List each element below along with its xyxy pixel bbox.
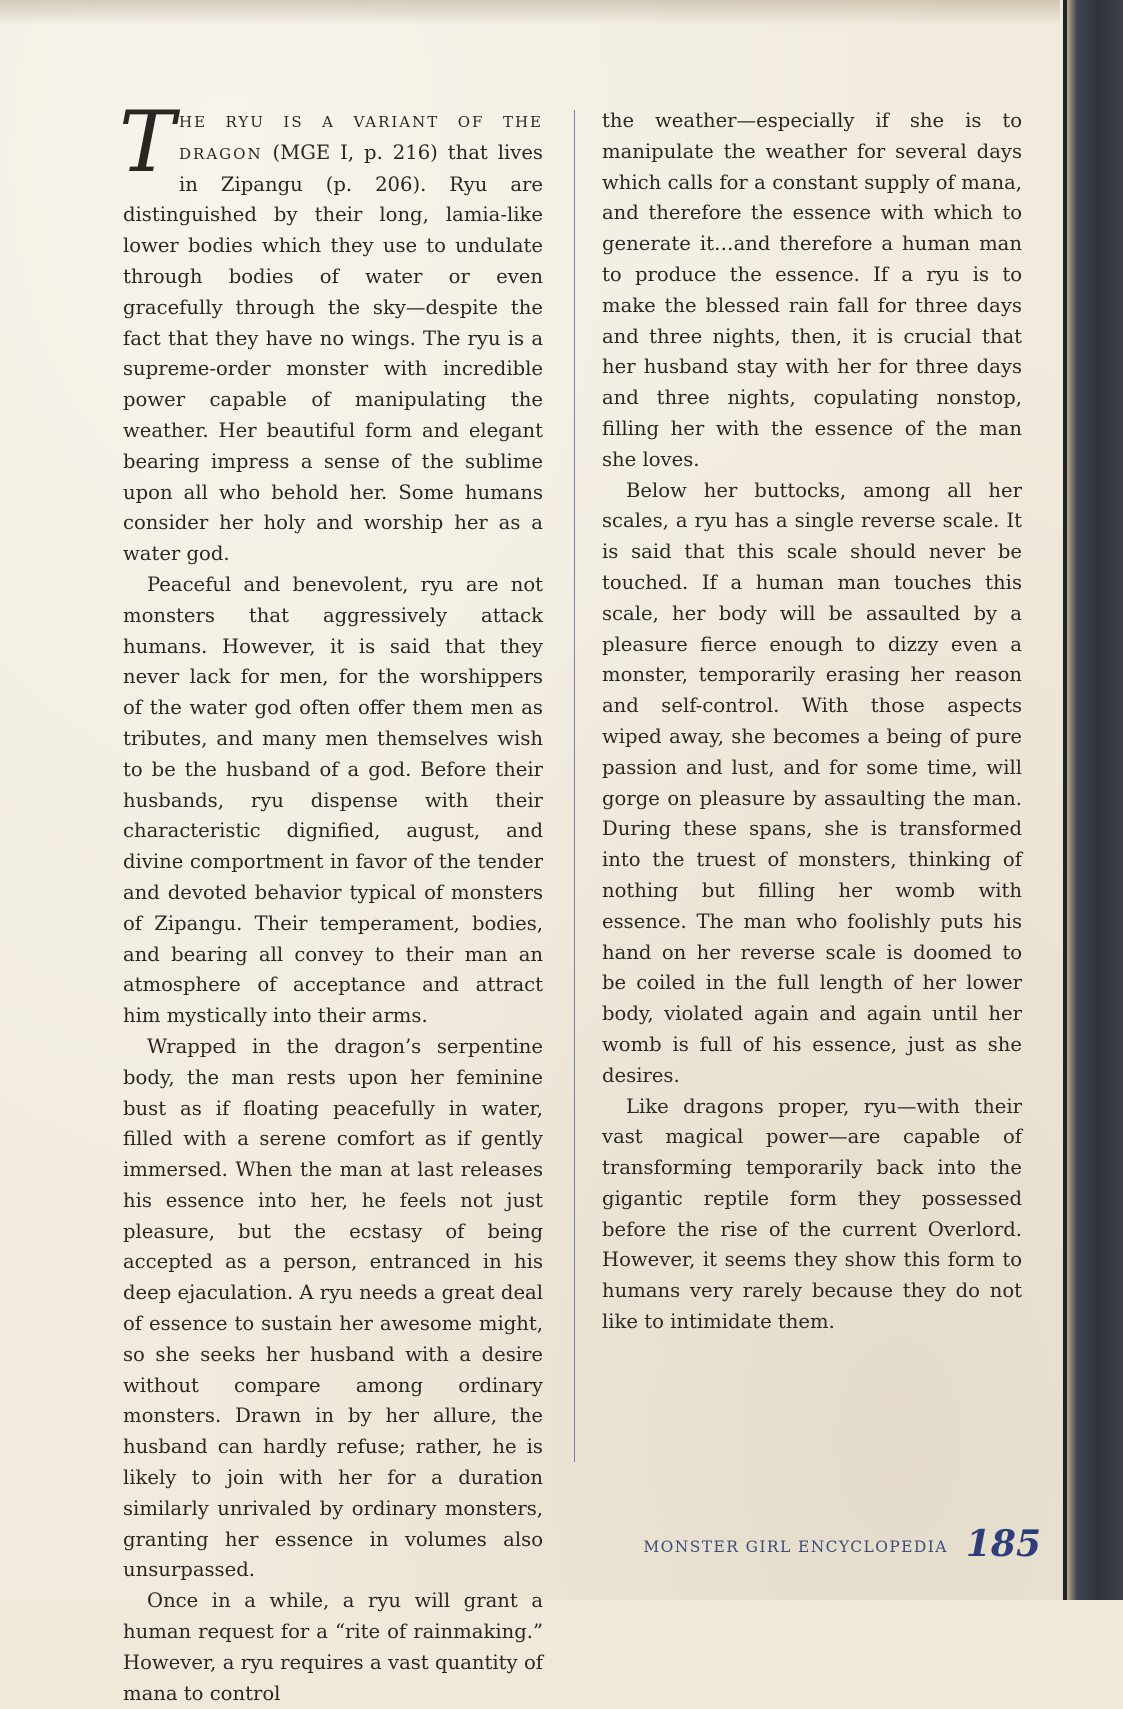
book-title: MONSTER GIRL ENCYCLOPEDIA xyxy=(643,1538,948,1556)
drop-cap: T xyxy=(119,93,176,191)
lead-in-small-caps: HE RYU IS A VARIANT OF THE DRAGON xyxy=(179,113,543,163)
column-divider xyxy=(574,110,575,1462)
paragraph: Once in a while, a ryu will grant a human request for a “rite of rainmaking.” However, a ryu requires a vast quantity of mana to control xyxy=(123,1589,543,1705)
paragraph: Peaceful and benevolent, ryu are not monsters that aggressively attack humans. However, it is said that they never lack for men, for the worshippers of the water god often offer them men as tributes, and many men themselves wish to be the husband of a god. Before their husbands, ryu dispense with their characteristic dignified, august, and divine comportment in favor of the tender and devoted behavior typical of monsters of Zipangu. Their temperament, bodies, and bearing all convey to their man an atmosphere of acceptance and attract him mystically into their arms. xyxy=(123,572,543,1028)
left-column xyxy=(119,93,543,1709)
paragraph: the weather—especially if she is to manipulate the weather for several days which calls for a constant supply of mana, and therefore the essence with which to generate it…and therefore a human man to produce the essence. If a ryu is to make the blessed rain fall for three days and three nights, then, it is crucial that her husband stay with her for three days and three nights, copulating nonstop, filling her with the essence of the man she loves. xyxy=(602,109,1022,471)
torn-paper-edge xyxy=(0,0,1060,26)
paragraph: Like dragons proper, ryu—with their vast magical power—are capable of transforming temporarily back into the gigantic reptile form they possessed before the rise of the current Overlord. However, it seems they show this form to humans very rarely because they do not like to intimidate them. xyxy=(602,1094,1022,1334)
book-spine-edge xyxy=(1067,0,1123,1600)
right-column xyxy=(602,106,1022,1338)
paragraph-text: (MGE I, p. 216) that lives in Zipangu (p. 206). Ryu are distinguished by their long, lamia-like lower bodies which they use to undulate through bodies of water or even gracefully through the sky—despite the fact that they have no wings. The ryu is a supreme-order monster with incredible power capable of manipulating the weather. Her beautiful form and elegant bearing impress a sense of the sublime upon all who behold her. Some humans consider her holy and worship her as a water god. xyxy=(123,140,543,566)
paragraph: Wrapped in the dragon’s serpentine body, the man rests upon her feminine bust as if floating peacefully in water, filled with a serene comfort as if gently immersed. When the man at last releases his essence into her, he feels not just pleasure, but the ecstasy of being accepted as a person, entranced in his deep ejaculation. A ryu needs a great deal of essence to sustain her awesome might, so she seeks her husband with a desire without compare among ordinary monsters. Drawn in by her allure, the husband can hardly refuse; rather, he is likely to join with her for a duration similarly unrivaled by ordinary monsters, granting her essence in volumes also unsurpassed. xyxy=(123,1034,543,1582)
paragraph xyxy=(119,93,543,570)
page-footer xyxy=(643,1520,1041,1564)
paragraph: Below her buttocks, among all her scales, a ryu has a single reverse scale. It is said that this scale should never be touched. If a human man touches this scale, her body will be assaulted by a pleasure fierce enough to dizzy even a monster, temporarily erasing her reason and self-control. With those aspects wiped away, she becomes a being of pure passion and lust, and for some time, will gorge on pleasure by assaulting the man. During these spans, she is transformed into the truest of monsters, thinking of nothing but filling her womb with essence. The man who foolishly puts his hand on her reverse scale is doomed to be coiled in the full length of her lower body, violated again and again until her womb is full of his essence, just as she desires. xyxy=(602,478,1022,1087)
page-number: 185 xyxy=(965,1523,1041,1565)
